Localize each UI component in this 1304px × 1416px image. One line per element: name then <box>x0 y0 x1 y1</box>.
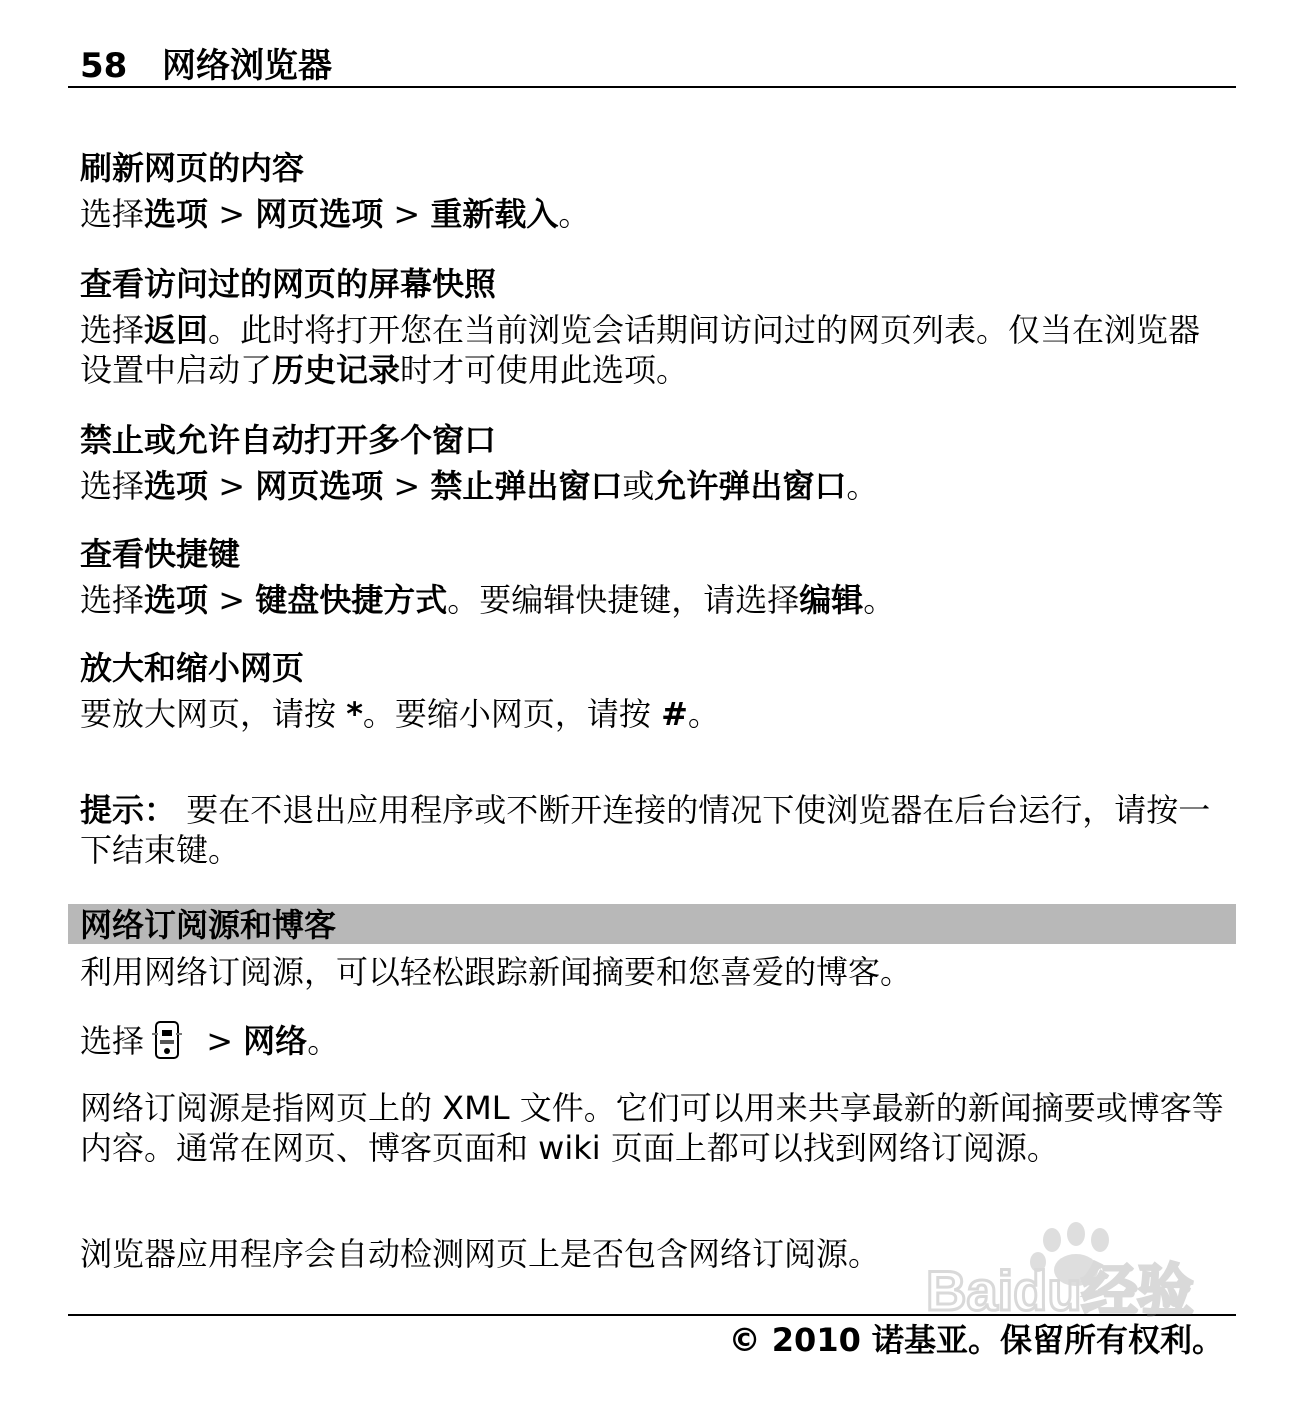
zoom-in-key: * <box>346 695 363 733</box>
menu-option: 重新载入 <box>430 195 559 233</box>
menu-option: 网页选项 <box>255 467 384 505</box>
section-title: 查看访问过的网页的屏幕快照 <box>80 265 497 303</box>
feeds-intro: 利用网络订阅源，可以轻松跟踪新闻摘要和您喜爱的博客。 <box>80 953 913 991</box>
page-header <box>80 44 332 88</box>
menu-option: 历史记录 <box>272 351 401 389</box>
feeds-select: 选择 > 网络。 <box>80 1022 340 1060</box>
baidu-watermark <box>920 1218 1230 1338</box>
section-title: 放大和缩小网页 <box>80 649 305 687</box>
section-bar-feeds <box>68 904 1236 944</box>
section-bar-title: 网络订阅源和博客 <box>80 906 337 944</box>
section-zoom <box>80 648 1230 734</box>
page-number: 58 <box>80 46 128 86</box>
menu-option: 选项 <box>144 467 209 505</box>
section-title: 刷新网页的内容 <box>80 149 305 187</box>
watermark-text: Baidu经验 <box>926 1259 1194 1322</box>
tip-box <box>80 790 1230 870</box>
chapter-title: 网络浏览器 <box>162 46 332 86</box>
section-body: 要放大网页，请按 *。要缩小网页，请按 #。 <box>80 695 720 733</box>
section-body: 选择选项 > 键盘快捷方式。要编辑快捷键，请选择编辑。 <box>80 581 896 619</box>
section-body: 选择返回。此时将打开您在当前浏览会话期间访问过的网页列表。仅当在浏览器设置中启动了历史记录时才可使用此选项。 <box>80 311 1201 389</box>
menu-option: 网络 <box>243 1022 308 1060</box>
section-snapshot <box>80 264 1230 390</box>
browser-app-icon <box>150 1020 184 1060</box>
menu-option: 键盘快捷方式 <box>255 581 448 619</box>
section-body: 选择选项 > 网页选项 > 禁止弹出窗口或允许弹出窗口。 <box>80 467 879 505</box>
tip-label: 提示： <box>80 791 177 829</box>
section-title: 查看快捷键 <box>80 535 241 573</box>
tip-text: 要在不退出应用程序或不断开连接的情况下使浏览器在后台运行，请按一下结束键。 <box>80 791 1211 869</box>
copyright: © 2010 诺基亚。保留所有权利。 <box>728 1321 1224 1359</box>
section-refresh <box>80 148 1230 234</box>
section-title: 禁止或允许自动打开多个窗口 <box>80 421 497 459</box>
menu-option: 网页选项 <box>255 195 384 233</box>
menu-option: 允许弹出窗口 <box>654 467 847 505</box>
header-rule <box>68 86 1236 88</box>
menu-option: 返回 <box>144 311 209 349</box>
menu-option: 编辑 <box>799 581 864 619</box>
menu-option: 选项 <box>144 581 209 619</box>
menu-option: 选项 <box>144 195 209 233</box>
section-popups <box>80 420 1230 506</box>
menu-option: 禁止弹出窗口 <box>430 467 623 505</box>
section-body: 选择选项 > 网页选项 > 重新载入。 <box>80 195 591 233</box>
section-shortcuts <box>80 534 1230 620</box>
zoom-out-key: # <box>661 695 688 733</box>
feeds-paragraph-2: 浏览器应用程序会自动检测网页上是否包含网络订阅源。 <box>80 1235 881 1273</box>
feeds-paragraph-1: 网络订阅源是指网页上的 XML 文件。它们可以用来共享最新的新闻摘要或博客等内容。通常在网页、博客页面和 wiki 页面上都可以找到网络订阅源。 <box>80 1089 1224 1167</box>
